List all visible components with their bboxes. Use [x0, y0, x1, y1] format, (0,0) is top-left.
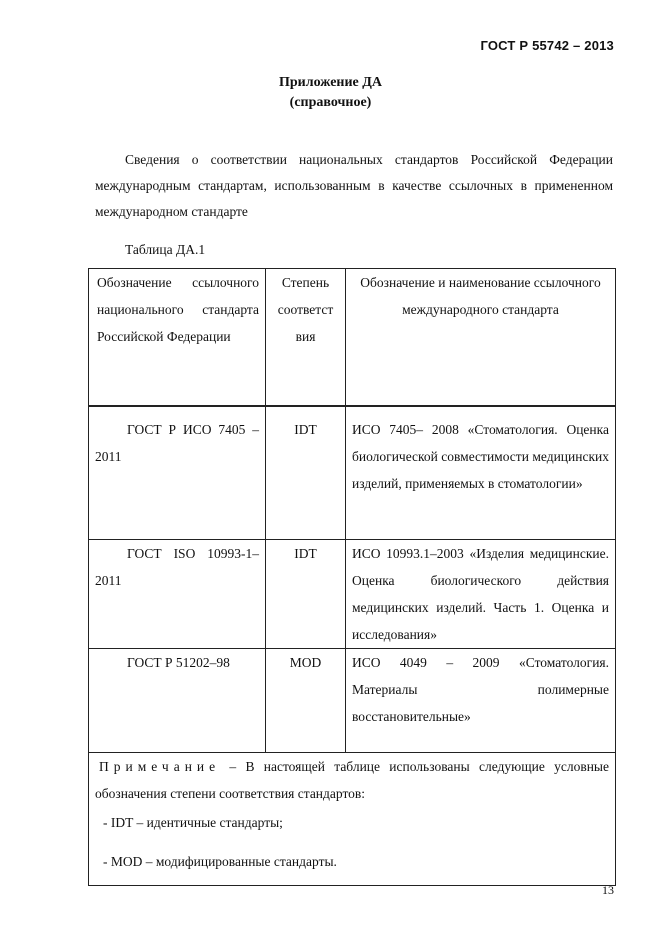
international-standard: ИСО 10993.1–2003 «Изделия медицинские. Оценка биологического действия медицинских изделий. Часть 1. Оценка и исследования»	[346, 540, 616, 649]
appendix-subtitle: (справочное)	[289, 95, 372, 110]
national-standard-code: ГОСТ Р 51202–98	[89, 649, 266, 753]
table-row	[89, 540, 616, 649]
correspondence-degree: IDT	[266, 540, 346, 649]
note-paragraph	[95, 753, 609, 807]
national-standard-code: ГОСТ ISO 10993-1–2011	[89, 540, 266, 649]
table-caption: Таблица ДА.1	[125, 242, 206, 257]
header-national-standard: Обозначение ссылочного национального стандарта Российской Федерации	[89, 269, 266, 407]
appendix-heading	[0, 73, 661, 113]
table-note	[89, 753, 616, 886]
page-number: 13	[602, 883, 614, 897]
note-label: Примечание	[99, 759, 221, 774]
header-international-standard: Обозначение и наименование ссылочного международного стандарта	[346, 269, 616, 407]
international-standard: ИСО 7405– 2008 «Стоматология. Оценка биологической совместимости медицинских изделий, применяемых в стоматологии»	[346, 406, 616, 540]
standards-correspondence-table	[88, 268, 616, 886]
correspondence-degree: MOD	[266, 649, 346, 753]
appendix-title: Приложение ДА	[278, 75, 383, 90]
table-row	[89, 649, 616, 753]
table-note-row	[89, 753, 616, 886]
note-item-mod: - MOD – модифицированные стандарты.	[103, 854, 337, 869]
note-text: – В настоящей таблице использованы следующие условные обозначения степени соответствия стандартов:	[95, 759, 609, 801]
international-standard: ИСО 4049 – 2009 «Стоматология. Материалы полимерные восстановительные»	[346, 649, 616, 753]
national-standard-code: ГОСТ Р ИСО 7405 – 2011	[89, 406, 266, 540]
document-standard-code: ГОСТ Р 55742 – 2013	[480, 38, 614, 53]
table-header-row	[89, 269, 616, 407]
intro-paragraph: Сведения о соответствии национальных стандартов Российской Федерации международным стандартам, использованным в качестве ссылочных в примененном международном стандарте	[95, 152, 613, 219]
standards-table-container	[88, 268, 615, 886]
header-degree: Степень соответст вия	[266, 269, 346, 407]
note-item-idt: - IDT – идентичные стандарты;	[103, 815, 283, 830]
correspondence-degree: IDT	[266, 406, 346, 540]
table-row	[89, 406, 616, 540]
